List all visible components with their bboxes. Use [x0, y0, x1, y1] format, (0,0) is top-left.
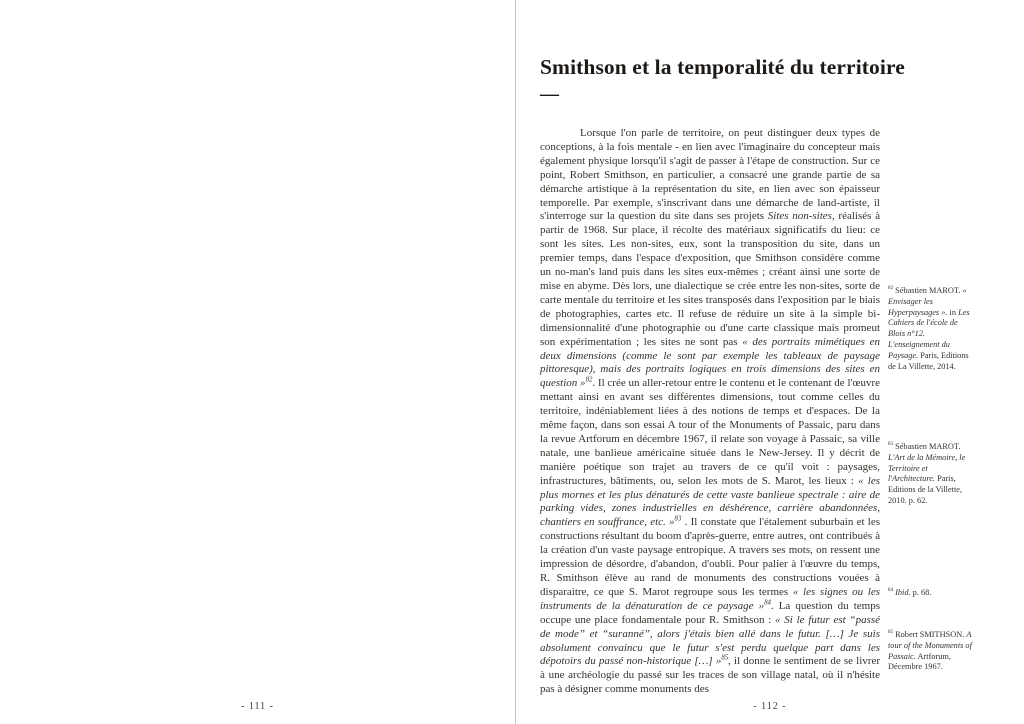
article-title: Smithson et la temporalité du territoire [540, 55, 905, 79]
margin-note-85 [888, 630, 976, 673]
title-dash: — [540, 84, 559, 105]
page-number-left: - 111 - [241, 701, 274, 712]
page-number-right: - 112 - [753, 701, 787, 712]
note-text-84: Ibid. p. 68. [895, 588, 932, 597]
note-marker-82: 82 [888, 285, 894, 292]
note-marker-84: 84 [888, 587, 894, 594]
note-marker-83: 83 [888, 441, 894, 448]
note-text-82: Sébastien MAROT. « Envisager les Hyperpaysages ». in Les Cahiers de l'école de Blois n°12. L'enseignement du Paysage. Paris, Editions de La Villette, 2014. [888, 286, 970, 371]
margin-note-82 [888, 286, 976, 372]
margin-note-84 [888, 588, 976, 599]
margin-note-83 [888, 442, 976, 507]
body-paragraph: Lorsque l'on parle de territoire, on peut distinguer deux types de conceptions, à la fois mentale - en lien avec l'imaginaire du concepteur mais également physique lorsqu'il s'agit de passer à l'étape de construction. Sur ce point, Robert Smithson, en particulier, a consacré une grande partie de sa démarche artistique à la représentation du site, en lien avec son épaisseur temporelle. Par exemple, s'inscrivant dans une démarche de land-artiste, il s'interroge sur la question du site dans ses projets Sites non-sites, réalisés à partir de 1968. Sur place, il récolte des matériaux significatifs du lieu: ce sont les sites. Les non-sites, eux, sont la transposition du site, dans un premier temps, dans l'espace d'exposition, que Smithson considère comme un no-man's land puis dans les sites eux-mêmes ; créant ainsi une sorte de mise en abyme. Dès lors, une dialectique se crée entre les non-sites, sorte de carte mentale du territoire et les sites transposés dans l'exposition par le biais de photographies, cartes etc. Il refuse de réduire un site à la simple bi-dimensionnalité d'une photographie ou d'une carte classique mais promeut son expérimentation ; les sites ne sont pas « des portraits mimétiques en deux dimensions (comme le sont par exemple les tableaux de paysage pittoresque), mais des portraits logiques en trois dimensions des sites en question »$^{82}$. Il crée un aller-retour entre le contenu et le contenant de l'œuvre mettant ainsi en avant ses différentes dimensions, tout comme celles du territoire, indéniablement liées à des notions de temps et d'espaces. De la même façon, dans son essai A tour of the Monuments of Passaic, paru dans la revue Artforum en décembre 1967, il relate son voyage à Passaic, sa ville natale, une banlieue américaine située dans le New-Jersey. Il y décrit de manière poétique son trajet au travers de ce qu'il voit : paysages, infrastructures, bâtiments, ou, selon les mots de S. Marot, les lieux : « les plus mornes et les plus dénaturés de cette vaste banlieue spectrale : aire de parking vides, zones industrielles en déshérence, carrière abandonnées, chantiers en souffrance, etc. »$^{83}$ . Il constate que l'étalement suburbain et les constructions résultant du boom d'après-guerre, entre autres, ont contribués à la création d'un vaste paysage entropique. A travers ses mots, on ressent une impression de désordre, d'abandon, d'oubli. Pour palier à l'œuvre du temps, R. Smithson élève au rand de monuments des constructions vouées à disparaitre, ce que S. Marot regroupe sous les termes « les signes ou les instruments de la dénaturation de ce paysage »$^{84}$. La question du temps occupe une place fondamentale pour R. Smithson : « Si le futur est “passé de mode” et “suranné”, alors j'étais bien allé dans le futur. […] Je suis absolument convaincu que le futur s'est perdu quelque part dans les dépotoirs du passé non-historique […] »$^{85}$, il donne le sentiment de se livrer à une archéologie du passé sur les traces de son village natal, où il n'hésite pas à désigner comme monuments des [540, 127, 881, 696]
note-text-85: Robert SMITHSON. A tour of the Monuments of Passaic. Artforum, Décembre 1967. [888, 630, 972, 672]
right-page [516, 0, 1024, 724]
note-marker-85: 85 [888, 629, 894, 636]
note-text-83: Sébastien MAROT. L'Art de la Mémoire, le Territoire et l'Architecture. Paris, Editions de la Villette, 2010. p. 62. [888, 442, 966, 505]
